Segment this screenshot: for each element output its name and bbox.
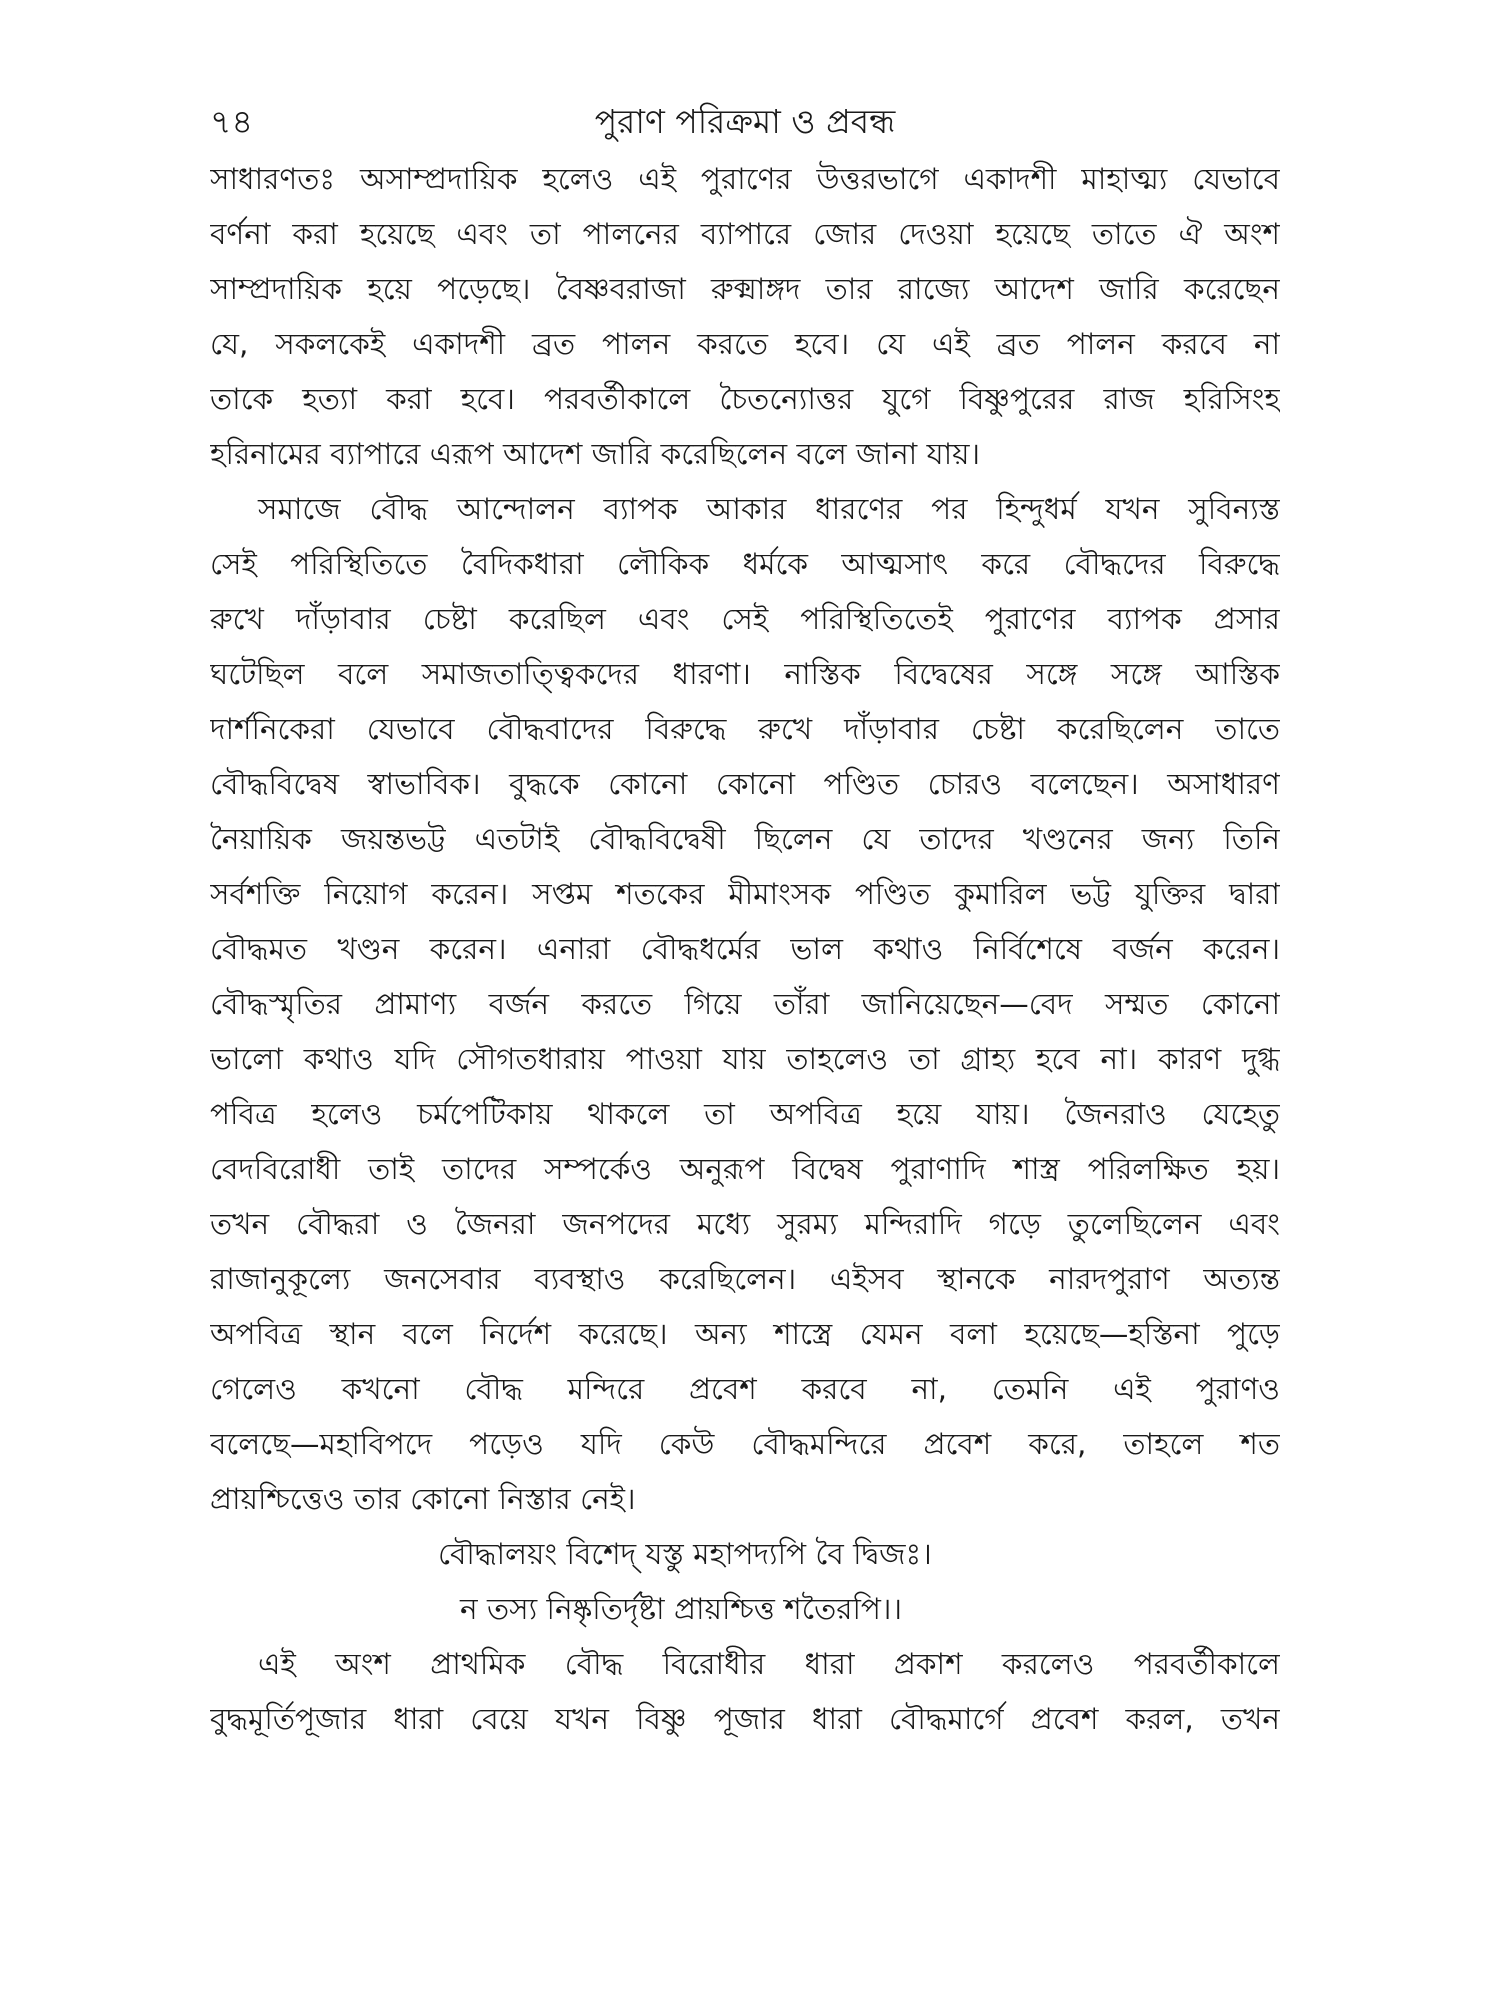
- text-line: তখন বৌদ্ধরা ও জৈনরা জনপদের মধ্যে সুরম্য মন্দিরাদি গড়ে তুলেছিলেন এবং: [210, 1207, 1280, 1241]
- running-title: পুরাণ পরিক্রমা ও প্রবন্ধ: [594, 102, 896, 141]
- text-line: বৌদ্ধস্মৃতির প্রামাণ্য বর্জন করতে গিয়ে তাঁরা জানিয়েছেন—বেদ সম্মত কোনো: [210, 987, 1280, 1021]
- text-line: প্রায়শ্চিত্তেও তার কোনো নিস্তার নেই।: [210, 1482, 636, 1516]
- text-line: রুখে দাঁড়াবার চেষ্টা করেছিল এবং সেই পরিস্থিতিতেই পুরাণের ব্যাপক প্রসার: [210, 602, 1280, 636]
- text-line: এই অংশ প্রাথমিক বৌদ্ধ বিরোধীর ধারা প্রকাশ করলেও পরবর্তীকালে: [258, 1647, 1280, 1681]
- text-line: বর্ণনা করা হয়েছে এবং তা পালনের ব্যাপারে জোর দেওয়া হয়েছে তাতে ঐ অংশ: [210, 217, 1280, 251]
- verse-line: বৌদ্ধালয়ং বিশেদ্ যস্তু মহাপদ্যপি বৈ দ্বিজঃ।: [438, 1537, 932, 1571]
- text-line: যে, সকলকেই একাদশী ব্রত পালন করতে হবে। যে এই ব্রত পালন করবে না: [210, 327, 1280, 361]
- text-line: সাম্প্রদায়িক হয়ে পড়েছে। বৈষ্ণবরাজা রুক্মাঙ্গদ তার রাজ্যে আদেশ জারি করেছেন: [210, 272, 1280, 306]
- text-line: ঘটেছিল বলে সমাজতাত্ত্বিকদের ধারণা। নাস্তিক বিদ্বেষের সঙ্গে সঙ্গে আস্তিক: [210, 657, 1280, 691]
- text-line: সাধারণতঃ অসাম্প্রদায়িক হলেও এই পুরাণের উত্তরভাগে একাদশী মাহাত্ম্য যেভাবে: [210, 162, 1280, 196]
- text-line: বৌদ্ধবিদ্বেষ স্বাভাবিক। বুদ্ধকে কোনো কোনো পণ্ডিত চোরও বলেছেন। অসাধারণ: [210, 767, 1280, 801]
- text-line: বেদবিরোধী তাই তাদের সম্পর্কেও অনুরূপ বিদ্বেষ পুরাণাদি শাস্ত্র পরিলক্ষিত হয়।: [210, 1152, 1280, 1186]
- text-line: দার্শনিকেরা যেভাবে বৌদ্ধবাদের বিরুদ্ধে রুখে দাঁড়াবার চেষ্টা করেছিলেন তাতে: [210, 712, 1280, 746]
- text-line: পবিত্র হলেও চর্মপেটিকায় থাকলে তা অপবিত্র হয়ে যায়। জৈনরাও যেহেতু: [210, 1097, 1280, 1131]
- text-line: সেই পরিস্থিতিতে বৈদিকধারা লৌকিক ধর্মকে আত্মসাৎ করে বৌদ্ধদের বিরুদ্ধে: [210, 547, 1280, 581]
- text-line: নৈয়ায়িক জয়ন্তভট্ট এতটাই বৌদ্ধবিদ্বেষী ছিলেন যে তাদের খণ্ডনের জন্য তিনি: [210, 822, 1280, 856]
- text-line: বলেছে—মহাবিপদে পড়েও যদি কেউ বৌদ্ধমন্দিরে প্রবেশ করে, তাহলে শত: [210, 1427, 1280, 1461]
- text-line: অপবিত্র স্থান বলে নির্দেশ করেছে। অন্য শাস্ত্রে যেমন বলা হয়েছে—হস্তিনা পুড়ে: [210, 1317, 1280, 1351]
- text-line: ভালো কথাও যদি সৌগতধারায় পাওয়া যায় তাহলেও তা গ্রাহ্য হবে না। কারণ দুগ্ধ: [210, 1042, 1280, 1076]
- text-line: রাজানুকূল্যে জনসেবার ব্যবস্থাও করেছিলেন। এইসব স্থানকে নারদপুরাণ অত্যন্ত: [210, 1262, 1280, 1296]
- text-line: বুদ্ধমূর্তিপূজার ধারা বেয়ে যখন বিষ্ণু পূজার ধারা বৌদ্ধমার্গে প্রবেশ করল, তখন: [210, 1702, 1280, 1736]
- text-line: বৌদ্ধমত খণ্ডন করেন। এনারা বৌদ্ধধর্মের ভাল কথাও নির্বিশেষে বর্জন করেন।: [210, 932, 1280, 966]
- body-text: [210, 152, 1280, 1747]
- text-line: সর্বশক্তি নিয়োগ করেন। সপ্তম শতকের মীমাংসক পণ্ডিত কুমারিল ভট্ট যুক্তির দ্বারা: [210, 877, 1280, 911]
- text-line: তাকে হত্যা করা হবে। পরবর্তীকালে চৈতন্যোত্তর যুগে বিষ্ণুপুরের রাজ হরিসিংহ: [210, 382, 1280, 416]
- page-number: ৭৪: [210, 102, 253, 141]
- text-line: সমাজে বৌদ্ধ আন্দোলন ব্যাপক আকার ধারণের পর হিন্দুধর্ম যখন সুবিন্যস্ত: [258, 492, 1280, 526]
- page-header: [210, 96, 1280, 146]
- verse-line: ন তস্য নিষ্কৃতির্দৃষ্টা প্রায়শ্চিত্ত শতৈরপি।।: [460, 1592, 903, 1626]
- text-line: গেলেও কখনো বৌদ্ধ মন্দিরে প্রবেশ করবে না, তেমনি এই পুরাণও: [210, 1372, 1280, 1406]
- text-line: হরিনামের ব্যাপারে এরূপ আদেশ জারি করেছিলেন বলে জানা যায়।: [210, 437, 981, 471]
